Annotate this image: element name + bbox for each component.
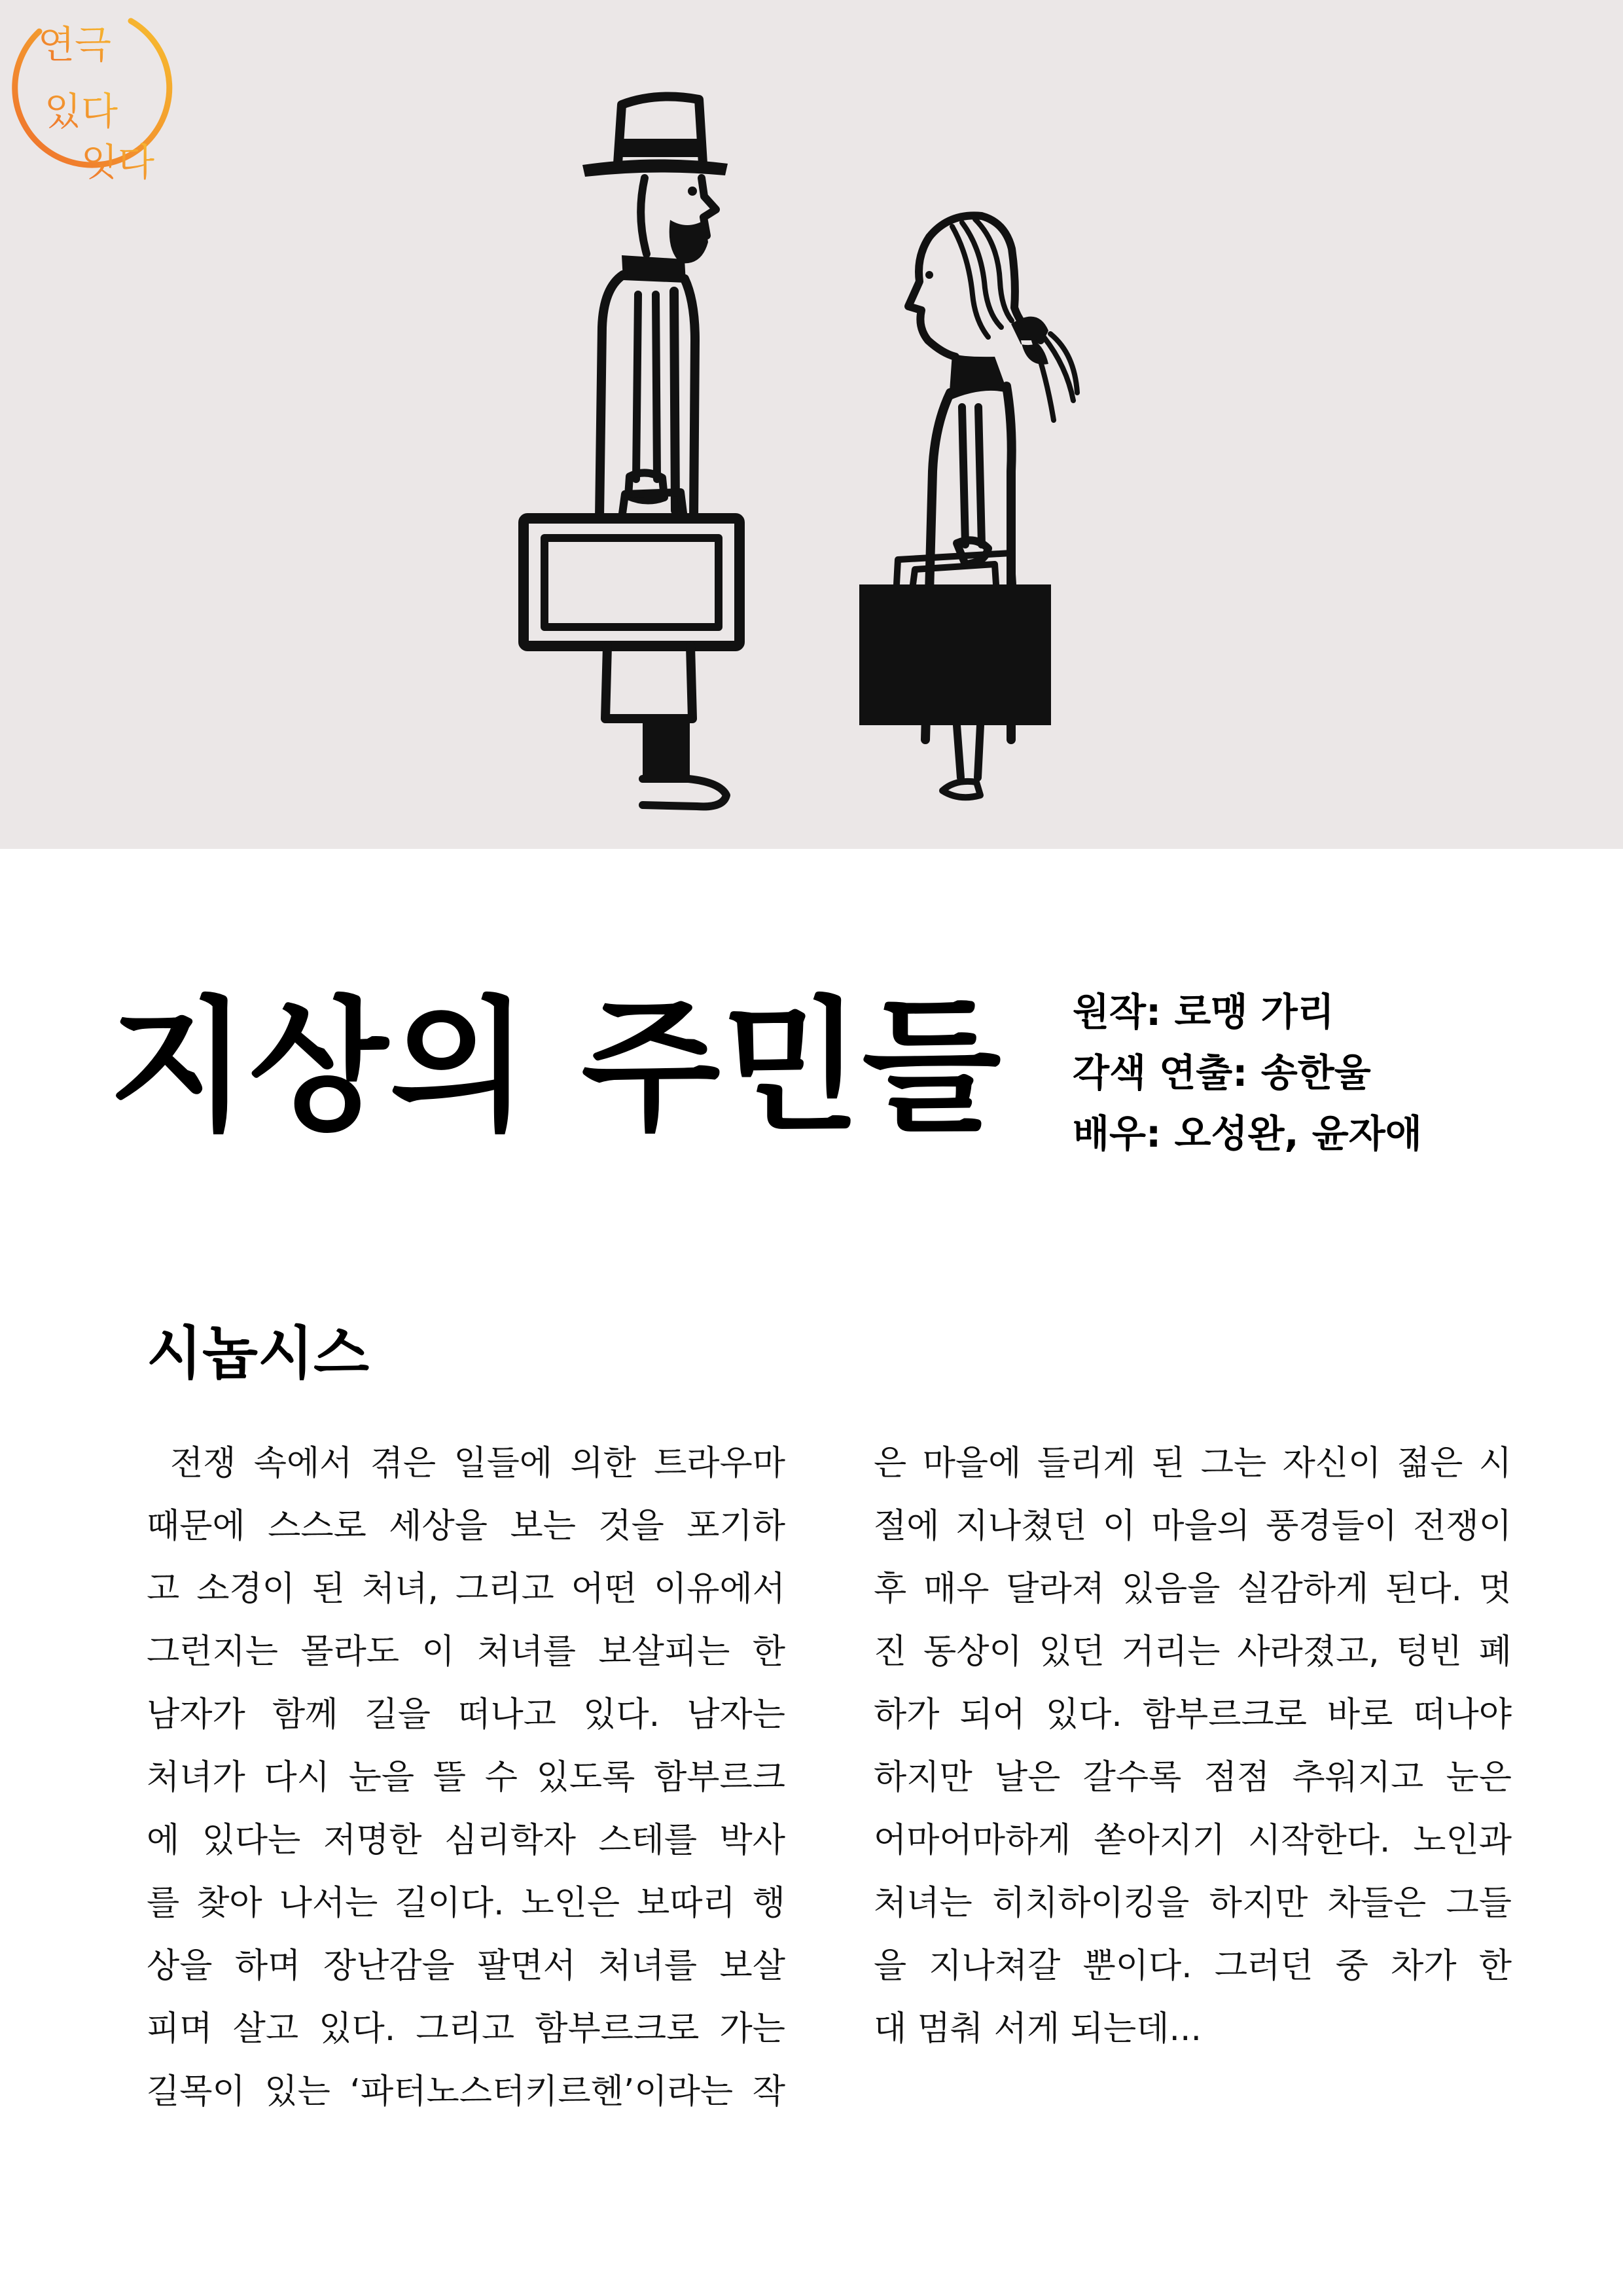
synopsis-line: 길목이 있는 ‘파터노스터키르헨’이라는 작 [147,2072,785,2111]
credit-adaptation-direction: 각색 연출: 송한울 [1073,1050,1371,1095]
woman-arm [962,407,982,545]
woman-legs [957,725,980,778]
woman-eye [925,271,933,279]
synopsis-line: 전쟁 속에서 겪은 일들에 의한 트라우마 [170,1444,785,1483]
synopsis-line: 절에 지나쳤던 이 마을의 풍경들이 전쟁이 [874,1507,1512,1546]
man-lower-coat [605,646,692,719]
synopsis-line: 그런지는 몰라도 이 처녀를 보살피는 한 [147,1632,785,1672]
woman-shoulder [949,353,1008,401]
synopsis-line: 상을 하며 장난감을 팔면서 처녀를 보살 [147,1946,785,1986]
illustration [0,0,1623,849]
synopsis-line: 피며 살고 있다. 그리고 함부르크로 가는 [147,2009,785,2049]
logo-text-line2: 있다 [45,89,118,134]
credit-cast: 배우: 오성완, 윤자애 [1073,1111,1422,1156]
man-coat [599,275,695,518]
hat-brim [582,159,728,177]
synopsis-line: 남자가 함께 길을 떠나고 있다. 남자는 [147,1695,785,1734]
synopsis-line: 을 지나쳐갈 뿐이다. 그러던 중 차가 한 [874,1946,1512,1986]
synopsis-heading: 시놉시스 [147,1319,370,1387]
man-shoe [643,779,726,806]
logo [0,0,190,190]
bag [859,584,1051,725]
play-title: 지상의 주민들 [109,983,1003,1151]
bag-handles [897,553,1013,584]
woman-hair-strands [952,219,1012,337]
woman-figure [859,215,1077,797]
synopsis-line: 은 마을에 들리게 된 그는 자신이 젊은 시 [874,1444,1512,1483]
man-figure [524,97,740,807]
logo-text-line3: 잇다 [81,140,155,185]
man-beard [669,220,708,263]
synopsis-line: 후 매우 달라져 있음을 실감하게 된다. 멋 [874,1570,1512,1609]
man-eye [688,187,697,196]
synopsis-line: 고 소경이 된 처녀, 그리고 어떤 이유에서 [147,1570,785,1609]
credit-original-author: 원작: 로맹 가리 [1073,990,1334,1034]
synopsis-column-left [147,1432,785,2123]
synopsis-column-right [874,1432,1512,2060]
man-collar [622,255,686,283]
credits [1073,982,1422,1164]
hat-band [618,139,702,157]
illustration-banner [0,0,1623,849]
synopsis-line: 처녀가 다시 눈을 뜰 수 있도록 함부르크 [147,1758,785,1797]
synopsis-line: 를 찾아 나서는 길이다. 노인은 보따리 행 [147,1884,785,1923]
synopsis-line: 어마어마하게 쏟아지기 시작한다. 노인과 [874,1821,1512,1860]
synopsis-line: 진 동상이 있던 거리는 사라졌고, 텅빈 폐 [874,1632,1512,1672]
synopsis-line: 때문에 스스로 세상을 보는 것을 포기하 [147,1507,785,1546]
synopsis-line: 하가 되어 있다. 함부르크로 바로 떠나야 [874,1695,1512,1734]
synopsis-line: 처녀는 히치하이킹을 하지만 차들은 그들 [874,1884,1512,1923]
man-arm [636,295,657,479]
logo-text-line1: 연극 [38,22,112,67]
woman-face [908,237,955,357]
synopsis-line: 에 있다는 저명한 심리학자 스테를 박사 [147,1821,785,1860]
man-legs [643,719,690,779]
suitcase-inner [544,538,719,627]
woman-feet [942,781,980,797]
synopsis-line: 하지만 날은 갈수록 점점 추워지고 눈은 [874,1758,1512,1797]
synopsis-line: 대 멈춰 서게 되는데... [874,2009,1202,2049]
